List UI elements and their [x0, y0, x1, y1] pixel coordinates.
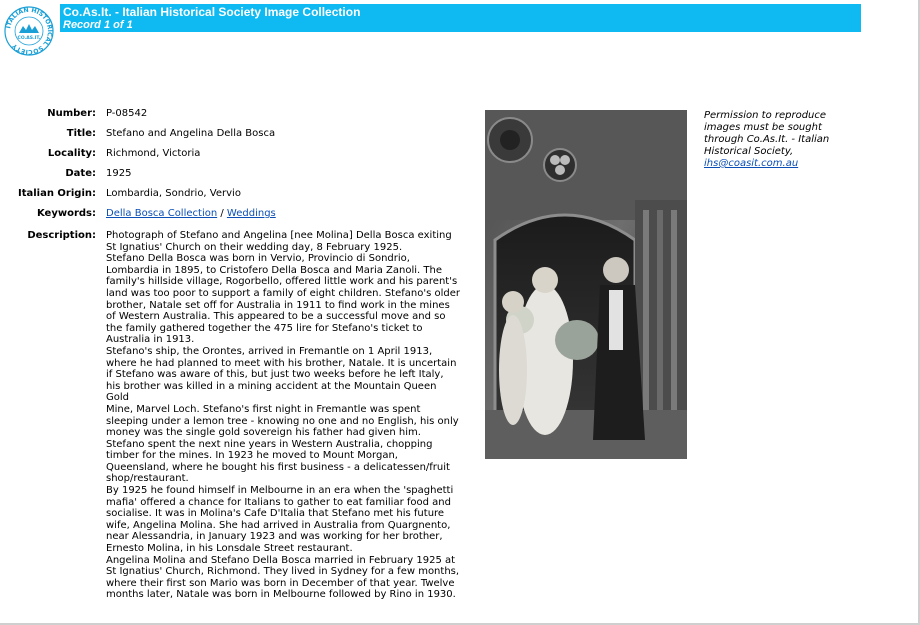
- description-line: Stefano spent the next nine years in Western Australia, chopping: [106, 438, 433, 450]
- description-line: brother, Natale set off for Australia in 1911 to find work in the mines: [106, 299, 450, 311]
- description-line: money was the single gold sovereign his father had given him.: [106, 427, 421, 439]
- keyword-separator: /: [220, 208, 224, 219]
- keywords-label: Keywords:: [36, 208, 96, 219]
- date-label: Date:: [65, 168, 96, 179]
- number-value: P-08542: [106, 108, 148, 119]
- description-line: Ernesto Molina, in his Lonsdale Street restaurant.: [106, 543, 353, 555]
- permission-line: images must be sought: [704, 122, 822, 133]
- description-line: socialise. It was in Molina's Cafe D'Italia that Stefano met his future: [106, 508, 445, 520]
- description-line: St Ignatius' Church, Richmond. They lived in Sydney for a few months,: [106, 566, 460, 578]
- description-line: timber for the mines. In 1923 he moved to Mount Morgan,: [106, 450, 398, 462]
- description-line: Lombardia in 1895, to Cristofero Della Bosca and Maria Zanoli. The: [106, 264, 443, 276]
- description-line: Mine, Marvel Loch. Stefano's first night in Fremantle was spent: [106, 403, 421, 415]
- description-line: where he had planned to meet with his brother, Natale. It is uncertain: [106, 357, 457, 369]
- description-line: his brother was killed in a mining accident at the Mountain Queen Gold: [106, 380, 437, 404]
- description-line: months later, Natale was born in Melbourne followed by Rino in 1930.: [106, 589, 456, 601]
- description-line: Queensland, where he bought his first business - a delicatessen/fruit: [106, 461, 450, 473]
- description-line: St Ignatius' Church on their wedding day, 8 February 1925.: [106, 241, 403, 253]
- keyword-link-weddings[interactable]: Weddings: [226, 208, 276, 219]
- description-line: Stefano's ship, the Orontes, arrived in Fremantle on 1 April 1913,: [106, 345, 433, 357]
- record-counter: Record 1 of 1: [63, 19, 133, 31]
- locality-value: Richmond, Victoria: [106, 148, 201, 159]
- permission-line: Historical Society,: [704, 146, 794, 157]
- description-line: family's hillside village, Rogorbello, offered little work and his parent's: [106, 276, 458, 288]
- page-title: Co.As.It. - Italian Historical Society Image Collection: [63, 5, 361, 19]
- description-line: sleeping under a lemon tree - knowing no one and no English, his only: [106, 415, 459, 427]
- permission-line: through Co.As.It. - Italian: [704, 134, 830, 145]
- seal-ring-text: ITALIAN HISTORICAL SOCIETY: [5, 6, 54, 56]
- description-line: if Stefano was aware of this, but just two weeks before he left Italy,: [106, 369, 444, 381]
- date-value: 1925: [106, 168, 132, 179]
- permission-line: Permission to reproduce: [704, 110, 827, 121]
- description-line: of Western Australia. This appeared to be a successful move and so: [106, 311, 446, 323]
- description-line: Photograph of Stefano and Angelina [nee Molina] Della Bosca exiting: [106, 230, 452, 241]
- title-label: Title:: [66, 128, 96, 139]
- locality-label: Locality:: [47, 148, 96, 159]
- seal-center-text: CO.AS.IT.: [17, 36, 41, 41]
- description-line: mafia' offered a chance for Italians to gather to eat familiar food and: [106, 496, 451, 508]
- email-link[interactable]: ihs@coasit.com.au: [704, 158, 799, 169]
- italian-origin-label: Italian Origin:: [17, 188, 96, 199]
- title-value: Stefano and Angelina Della Bosca: [106, 128, 276, 139]
- description-line: By 1925 he found himself in Melbourne in an era when the 'spaghetti: [106, 485, 454, 497]
- description-line: wife, Angelina Molina. She had arrived in Australia from Quargnento,: [106, 519, 451, 531]
- description-line: Angelina Molina and Stefano Della Bosca married in February 1925 at: [106, 554, 456, 566]
- keywords-value: [106, 208, 462, 220]
- number-label: Number:: [47, 108, 96, 119]
- keyword-link-della-bosca-collection[interactable]: Della Bosca Collection: [106, 208, 218, 219]
- italian-origin-value: Lombardia, Sondrio, Vervio: [106, 188, 241, 199]
- description-line: Australia in 1913.: [106, 334, 195, 346]
- description-line: land was too poor to support a family of eight children. Stefano's older: [106, 287, 460, 299]
- description-line: Stefano Della Bosca was born in Vervio, Provincio di Sondrio,: [106, 253, 410, 265]
- society-seal-icon: [4, 6, 54, 56]
- wedding-photograph: [485, 110, 687, 459]
- description-line: where their first son Mario was born in December of that year. Twelve: [106, 577, 455, 589]
- permission-notice: [704, 110, 854, 170]
- description-line: near Alessandria, in January 1923 and was working for her brother,: [106, 531, 443, 543]
- description-line: shop/restaurant.: [106, 473, 189, 485]
- header-banner: [60, 4, 861, 32]
- description-text: [106, 230, 462, 601]
- description-line: the family gathered together the 475 lire for Stefano's ticket to: [106, 322, 423, 334]
- description-label: Description:: [27, 230, 96, 241]
